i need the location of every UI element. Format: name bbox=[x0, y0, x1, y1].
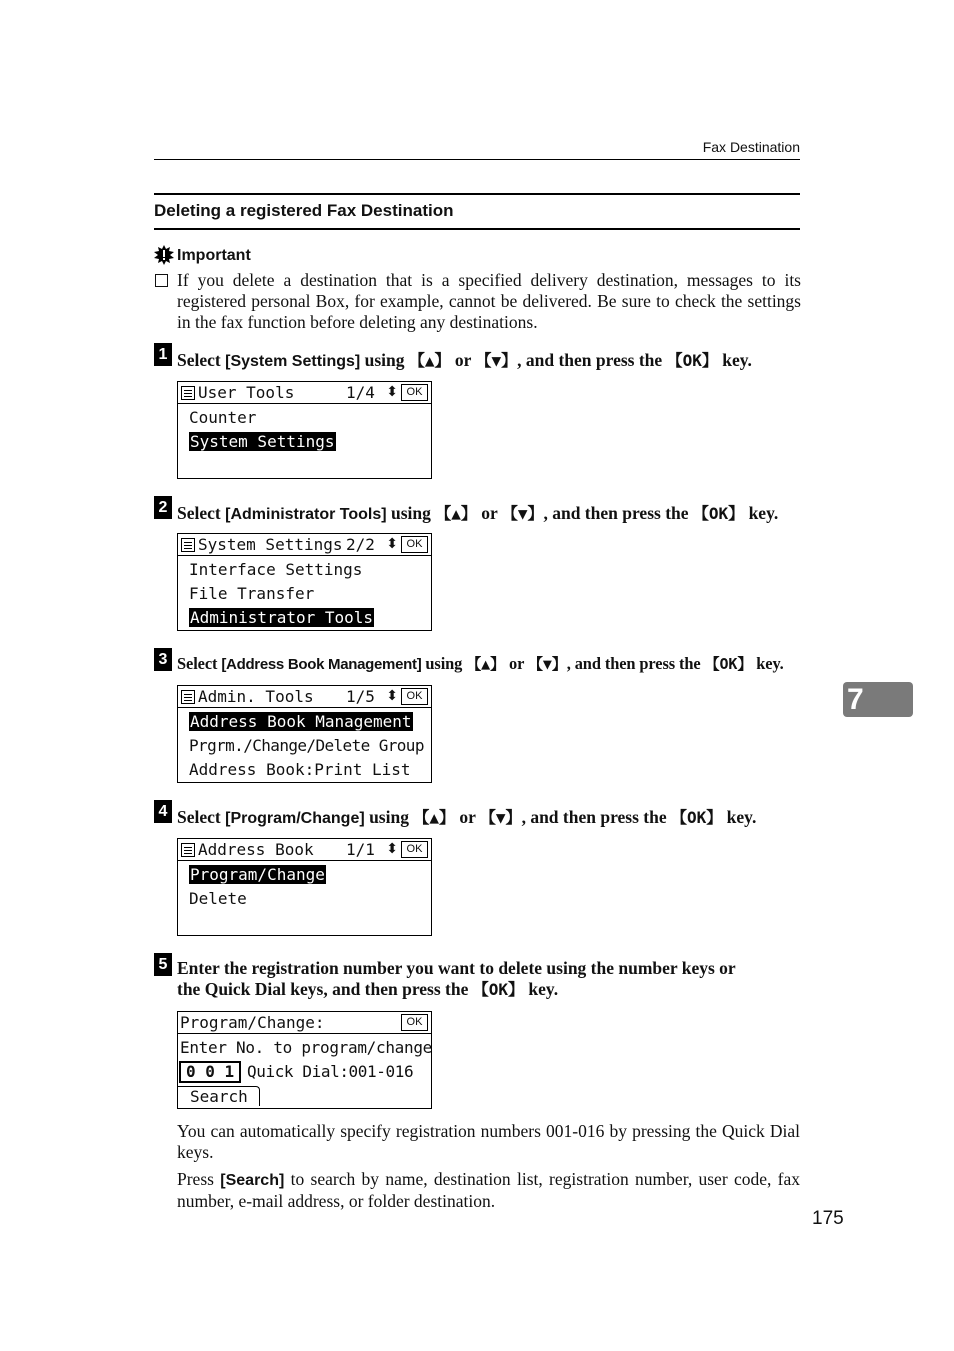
ok-icon: OK bbox=[401, 841, 428, 858]
section-title: Deleting a registered Fax Destination bbox=[154, 201, 454, 220]
lcd-screen bbox=[177, 1011, 432, 1109]
key-name: [Program/Change] bbox=[225, 810, 365, 827]
checkbox-bullet-icon bbox=[155, 274, 168, 287]
search-key-name: [Search] bbox=[220, 1172, 285, 1189]
menu-icon bbox=[181, 690, 195, 704]
ok-icon: OK bbox=[401, 1014, 428, 1031]
key-name: [Administrator Tools] bbox=[225, 506, 387, 523]
important-label: Important bbox=[177, 247, 251, 264]
lcd-screen bbox=[177, 838, 432, 936]
header-rule bbox=[154, 159, 800, 160]
step-instruction: Select [System Settings] using 【▲】 or 【▼】, and then press the 【OK】 key. bbox=[177, 350, 752, 370]
ok-key: 【OK】 bbox=[671, 808, 723, 827]
note-paragraph: You can automatically specify registration numbers 001-016 by pressing the Quick Dial keys. bbox=[177, 1121, 800, 1162]
ok-icon: OK bbox=[401, 536, 428, 553]
down-key: 【▼】 bbox=[527, 655, 567, 673]
step-number: 4 bbox=[154, 800, 172, 823]
key-name: [Address Book Management] bbox=[221, 656, 422, 673]
lcd-menu-item: Prgrm./Change/Delete Group bbox=[189, 736, 424, 755]
up-key: 【▲】 bbox=[413, 808, 455, 827]
step-number: 3 bbox=[154, 648, 172, 671]
down-key: 【▼】 bbox=[475, 351, 518, 370]
note-paragraph: Press [Search] to search by name, destination list, registration number, user code, fax number, e-mail address, or folder destination. bbox=[177, 1169, 801, 1211]
lcd-menu-item: Delete bbox=[189, 889, 247, 908]
important-text: If you delete a destination that is a specified delivery destination, messages to its registered personal Box, for example, cannot be delivered. Be sure to check the settings in the fax function before deleting any destinations. bbox=[177, 270, 801, 332]
lcd-page: 2/2 bbox=[346, 535, 375, 554]
quick-dial-range: Quick Dial:001-016 bbox=[247, 1062, 414, 1081]
step-instruction: Select [Administrator Tools] using 【▲】 or 【▼】, and then press the 【OK】 key. bbox=[177, 503, 779, 523]
registration-number-field[interactable]: 0 0 1 bbox=[179, 1061, 241, 1083]
lcd-menu-item: Interface Settings bbox=[189, 560, 363, 579]
chapter-tab: 7 bbox=[843, 682, 913, 717]
lcd-screen bbox=[177, 533, 432, 631]
lcd-title-bar bbox=[178, 534, 431, 556]
lcd-title-bar bbox=[178, 839, 431, 861]
ok-key: 【OK】 bbox=[692, 504, 745, 523]
step-number: 5 bbox=[154, 953, 172, 976]
page-number: 175 bbox=[812, 1208, 844, 1229]
lcd-title: System Settings bbox=[198, 535, 343, 554]
lcd-title: User Tools bbox=[198, 383, 295, 402]
up-key: 【▲】 bbox=[435, 504, 477, 523]
lcd-title: Address Book bbox=[198, 840, 314, 859]
up-key: 【▲】 bbox=[466, 655, 505, 673]
lcd-menu-item: File Transfer bbox=[189, 584, 315, 603]
down-key: 【▼】 bbox=[479, 808, 522, 827]
lcd-page: 1/5 bbox=[346, 687, 375, 706]
lcd-page: 1/1 bbox=[346, 840, 375, 859]
lcd-page: 1/4 bbox=[346, 383, 375, 402]
lcd-menu-item-selected: Administrator Tools bbox=[190, 608, 374, 627]
step-instruction: Enter the registration number you want to delete using the number keys or the Quick Dial keys, and then press the 【OK】 key. bbox=[177, 958, 736, 999]
ok-key: 【OK】 bbox=[666, 351, 718, 370]
running-header: Fax Destination bbox=[702, 139, 800, 155]
lcd-title-bar bbox=[178, 686, 431, 708]
menu-icon bbox=[181, 386, 195, 400]
up-down-arrow-icon: ⬍ bbox=[386, 385, 398, 400]
ok-key: 【OK】 bbox=[704, 655, 753, 673]
lcd-menu-item: Address Book:Print List bbox=[189, 760, 411, 779]
key-name: [System Settings] bbox=[225, 353, 361, 370]
up-down-arrow-icon: ⬍ bbox=[386, 842, 398, 857]
lcd-menu-item-selected: Program/Change bbox=[190, 865, 325, 884]
section-rule-bottom bbox=[154, 228, 800, 230]
lcd-screen bbox=[177, 685, 432, 783]
search-softkey[interactable]: Search bbox=[178, 1086, 260, 1106]
lcd-title-bar bbox=[178, 1012, 431, 1034]
section-rule-top bbox=[154, 193, 800, 195]
lcd-menu-item: Counter bbox=[189, 408, 257, 427]
lcd-title-bar bbox=[178, 382, 431, 404]
lcd-title: Program/Change: bbox=[180, 1013, 325, 1032]
important-icon bbox=[154, 245, 174, 265]
up-key: 【▲】 bbox=[408, 351, 451, 370]
step-number: 2 bbox=[154, 496, 172, 519]
ok-key: 【OK】 bbox=[472, 980, 525, 999]
menu-icon bbox=[181, 843, 195, 857]
step-instruction: Select [Address Book Management] using 【▲】 or 【▼】, and then press the 【OK】 key. bbox=[177, 654, 784, 673]
up-down-arrow-icon: ⬍ bbox=[386, 689, 398, 704]
step-instruction: Select [Program/Change] using 【▲】 or 【▼】, and then press the 【OK】 key. bbox=[177, 807, 757, 827]
lcd-menu-item-selected: System Settings bbox=[190, 432, 335, 451]
ok-icon: OK bbox=[401, 688, 428, 705]
ok-icon: OK bbox=[401, 384, 428, 401]
step-number: 1 bbox=[154, 343, 172, 366]
lcd-title: Admin. Tools bbox=[198, 687, 314, 706]
down-key: 【▼】 bbox=[501, 504, 544, 523]
menu-icon bbox=[181, 538, 195, 552]
up-down-arrow-icon: ⬍ bbox=[386, 537, 398, 552]
lcd-prompt: Enter No. to program/change bbox=[180, 1038, 432, 1057]
lcd-menu-item-selected: Address Book Management bbox=[190, 712, 412, 731]
lcd-screen bbox=[177, 381, 432, 479]
